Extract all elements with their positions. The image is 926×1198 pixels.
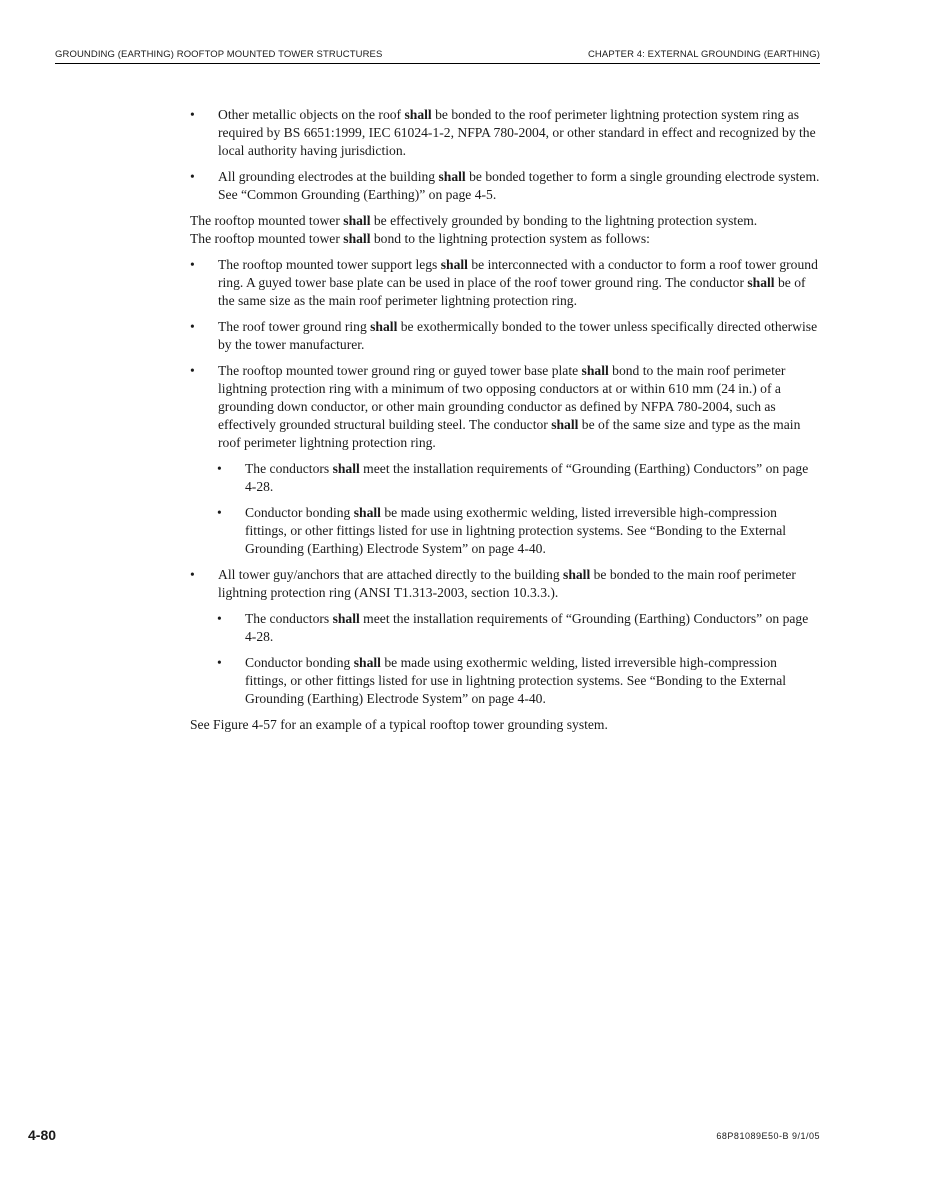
shall-keyword: shall (404, 107, 432, 122)
text: The rooftop mounted tower (190, 231, 344, 246)
text: All tower guy/anchors that are attached directly to the building (218, 567, 564, 582)
text: be effectively grounded by bonding to the lightning protection system. (370, 213, 758, 228)
sub-bullet-conductor-requirements (190, 610, 820, 646)
shall-keyword: shall (353, 505, 381, 520)
bullet-icon: • (217, 655, 222, 670)
shall-keyword: shall (370, 319, 398, 334)
text: meet the installation requirements of “Grounding (Earthing) Conductors” on page 4-28. (245, 461, 809, 494)
header-chapter-title: CHAPTER 4: EXTERNAL GROUNDING (EARTHING) (587, 49, 820, 60)
shall-keyword: shall (332, 611, 360, 626)
text: be exothermically bonded to the tower unless specifically directed otherwise by the tower manufacturer. (218, 319, 818, 352)
text: be of the same size and type as the main roof perimeter lightning protection ring. (218, 417, 801, 450)
page-number: 4-80 (28, 1127, 57, 1143)
header-section-title: GROUNDING (EARTHING) ROOFTOP MOUNTED TOWER STRUCTURES (55, 49, 383, 60)
text: Conductor bonding (245, 655, 354, 670)
text: meet the installation requirements of “Grounding (Earthing) Conductors” on page 4-28. (245, 611, 809, 644)
text: be made using exothermic welding, listed irreversible high-compression fittings, or other fittings listed for use in lightning protection systems. See “Bonding to the External Grounding (Earthing) Electrode System” on page 4-40. (245, 505, 787, 556)
running-header (55, 48, 820, 64)
bullet-item-exothermic-bond (190, 318, 820, 354)
text: All grounding electrodes at the building (218, 169, 439, 184)
bullet-item-metallic-objects (190, 106, 820, 160)
text: The conductors (245, 611, 333, 626)
text: bond to the lightning protection system as follows: (370, 231, 650, 246)
bullet-icon: • (190, 257, 195, 272)
bullet-item-grounding-electrodes (190, 168, 820, 204)
text: be bonded to the main roof perimeter lightning protection ring (ANSI T1.313-2003, section 10.3.3.). (218, 567, 796, 600)
text: The rooftop mounted tower ground ring or guyed tower base plate (218, 363, 582, 378)
shall-keyword: shall (440, 257, 468, 272)
text: bond to the main roof perimeter lightning protection ring with a minimum of two opposing conductors at or within 610 mm (24 in.) of a grounding down conductor, or other main grounding conductor as defined by NFPA 780-2004, such as effectively grounded structural building steel. The conductor (218, 363, 786, 432)
bullet-icon: • (190, 169, 195, 184)
bullet-item-ground-ring-bond (190, 362, 820, 452)
bullet-icon: • (217, 461, 222, 476)
text: The roof tower ground ring (218, 319, 371, 334)
document-id: 68P81089E50-B 9/1/05 (716, 1131, 820, 1141)
paragraph-see-figure: See Figure 4-57 for an example of a typical rooftop tower grounding system. (190, 717, 608, 732)
page-body (190, 106, 820, 742)
bullet-icon: • (217, 611, 222, 626)
text: The conductors (245, 461, 333, 476)
bullet-icon: • (190, 363, 195, 378)
shall-keyword: shall (343, 231, 371, 246)
shall-keyword: shall (581, 363, 609, 378)
shall-keyword: shall (563, 567, 591, 582)
sub-bullet-conductor-requirements (190, 460, 820, 496)
bullet-icon: • (217, 505, 222, 520)
paragraph-bond-as-follows (190, 230, 820, 248)
shall-keyword: shall (343, 213, 371, 228)
text: Conductor bonding (245, 505, 354, 520)
text: be interconnected with a conductor to form a roof tower ground ring. A guyed tower base plate can be used in place of the roof tower ground ring. The conductor (218, 257, 818, 290)
text: The rooftop mounted tower support legs (218, 257, 441, 272)
text: be bonded to the roof perimeter lightning protection system ring as required by BS 6651:1999, IEC 61024-1-2, NFPA 780-2004, or other standard in effect and recognized by the local authority having jurisdiction. (218, 107, 816, 158)
shall-keyword: shall (332, 461, 360, 476)
bullet-item-support-legs (190, 256, 820, 310)
text: Other metallic objects on the roof (218, 107, 405, 122)
text: be of the same size as the main roof perimeter lightning protection ring. (218, 275, 806, 308)
paragraph-effectively-grounded (190, 212, 820, 230)
shall-keyword: shall (747, 275, 775, 290)
text: The rooftop mounted tower (190, 213, 344, 228)
bullet-item-guy-anchors (190, 566, 820, 602)
bullet-icon: • (190, 107, 195, 122)
text: be bonded together to form a single grounding electrode system. See “Common Grounding (Earthing)” on page 4-5. (218, 169, 820, 202)
bullet-icon: • (190, 319, 195, 334)
sub-bullet-conductor-bonding (190, 654, 820, 708)
shall-keyword: shall (438, 169, 466, 184)
text: be made using exothermic welding, listed irreversible high-compression fittings, or other fittings listed for use in lightning protection systems. See “Bonding to the External Grounding (Earthing) Electrode System” on page 4-40. (245, 655, 787, 706)
sub-bullet-conductor-bonding (190, 504, 820, 558)
shall-keyword: shall (353, 655, 381, 670)
shall-keyword: shall (551, 417, 579, 432)
bullet-icon: • (190, 567, 195, 582)
